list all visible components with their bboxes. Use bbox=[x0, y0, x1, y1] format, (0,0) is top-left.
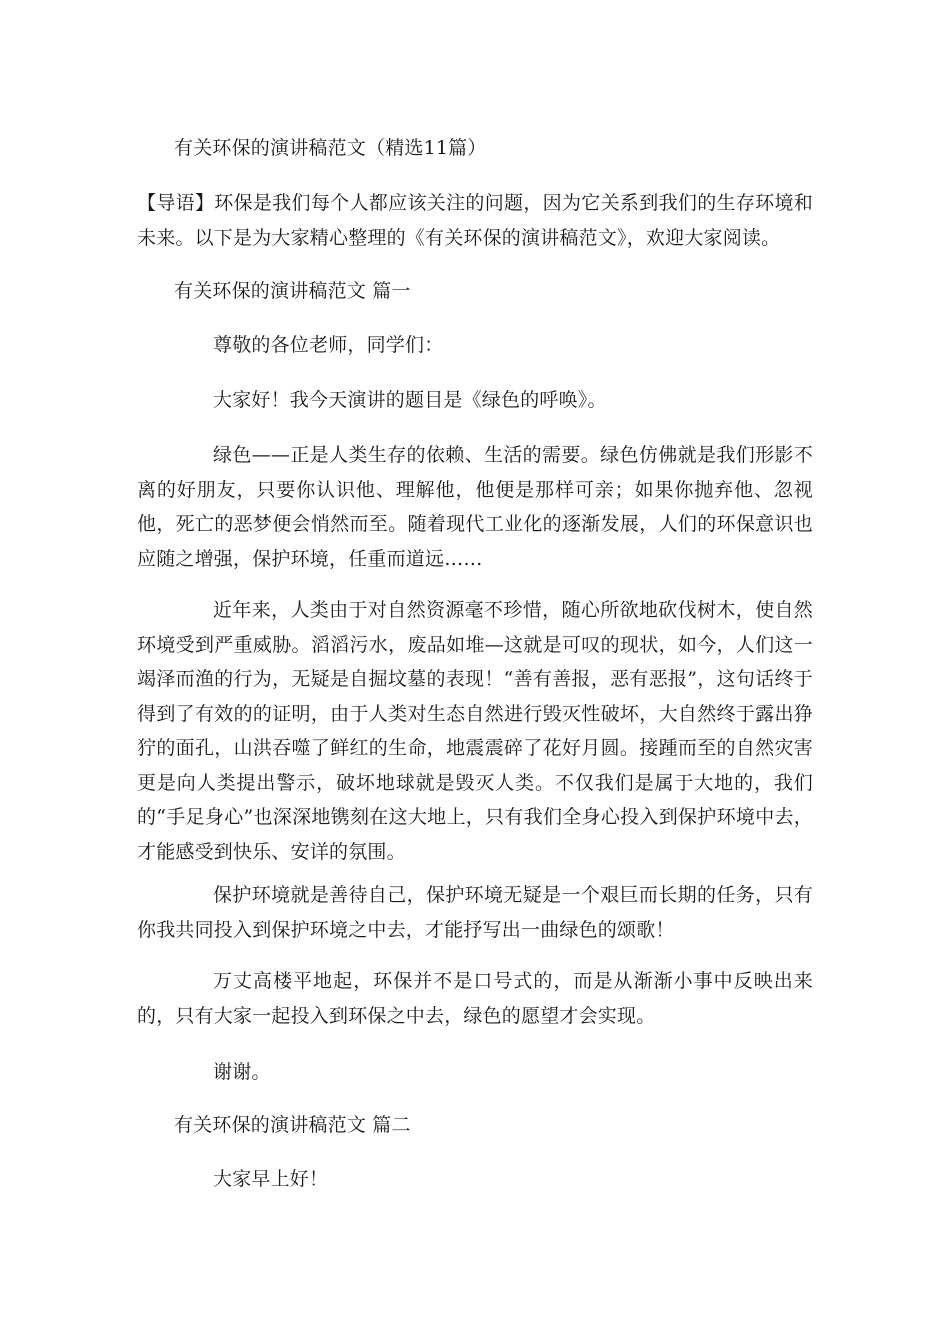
section-heading-2: 有关环保的演讲稿范文 篇二 bbox=[174, 1114, 411, 1136]
intro-paragraph: 【导语】环保是我们每个人都应该关注的问题，因为它关系到我们的生存环境和未来。以下是为大家精心整理的《有关环保的演讲稿范文》，欢迎大家阅读。 bbox=[137, 192, 813, 249]
greeting-paragraph: 大家好！我今天演讲的题目是《绿色的呼唤》。 bbox=[213, 389, 607, 411]
section-heading-1: 有关环保的演讲稿范文 篇一 bbox=[174, 280, 411, 302]
body-paragraph-1: 绿色——正是人类生存的依赖、生活的需要。绿色仿佛就是我们形影不离的好朋友，只要你认识他、理解他，他便是那样可亲；如果你抛弃他、忽视他，死亡的恶梦便会悄然而至。随着现代工业化的逐渐发展，人们的环保意识也应随之增强，保护环境，任重而道远…… bbox=[137, 444, 813, 570]
body-paragraph-4: 万丈高楼平地起，环保并不是口号式的，而是从渐渐小事中反映出来的，只有大家一起投入到环保之中去，绿色的愿望才会实现。 bbox=[137, 970, 813, 1027]
body-paragraph-2: 近年来，人类由于对自然资源毫不珍惜，随心所欲地砍伐树木，使自然环境受到严重威胁。滔滔污水，废品如堆—这就是可叹的现状，如今，人们这一竭泽而渔的行为，无疑是自掘坟墓的表现！“善有善报，恶有恶报”，这句话终于得到了有效的的证明，由于人类对生态自然进行毁灭性破坏，大自然终于露出狰狞的面孔，山洪吞噬了鲜红的生命，地震震碎了花好月圆。接踵而至的自然灾害更是向人类提出警示，破坏地球就是毁灭人类。不仅我们是属于大地的，我们的“手足身心”也深深地镌刻在这大地上，只有我们全身心投入到保护环境中去，才能感受到快乐、安详的氛围。 bbox=[137, 599, 813, 863]
salutation: 尊敬的各位老师，同学们： bbox=[213, 334, 444, 356]
document-title: 有关环保的演讲稿范文（精选11篇） bbox=[174, 137, 487, 159]
section2-greeting: 大家早上好！ bbox=[213, 1168, 329, 1190]
closing-line: 谢谢。 bbox=[213, 1061, 271, 1083]
body-paragraph-3: 保护环境就是善待自己，保护环境无疑是一个艰巨而长期的任务，只有你我共同投入到保护环境之中去，才能抒写出一曲绿色的颂歌！ bbox=[137, 884, 813, 941]
